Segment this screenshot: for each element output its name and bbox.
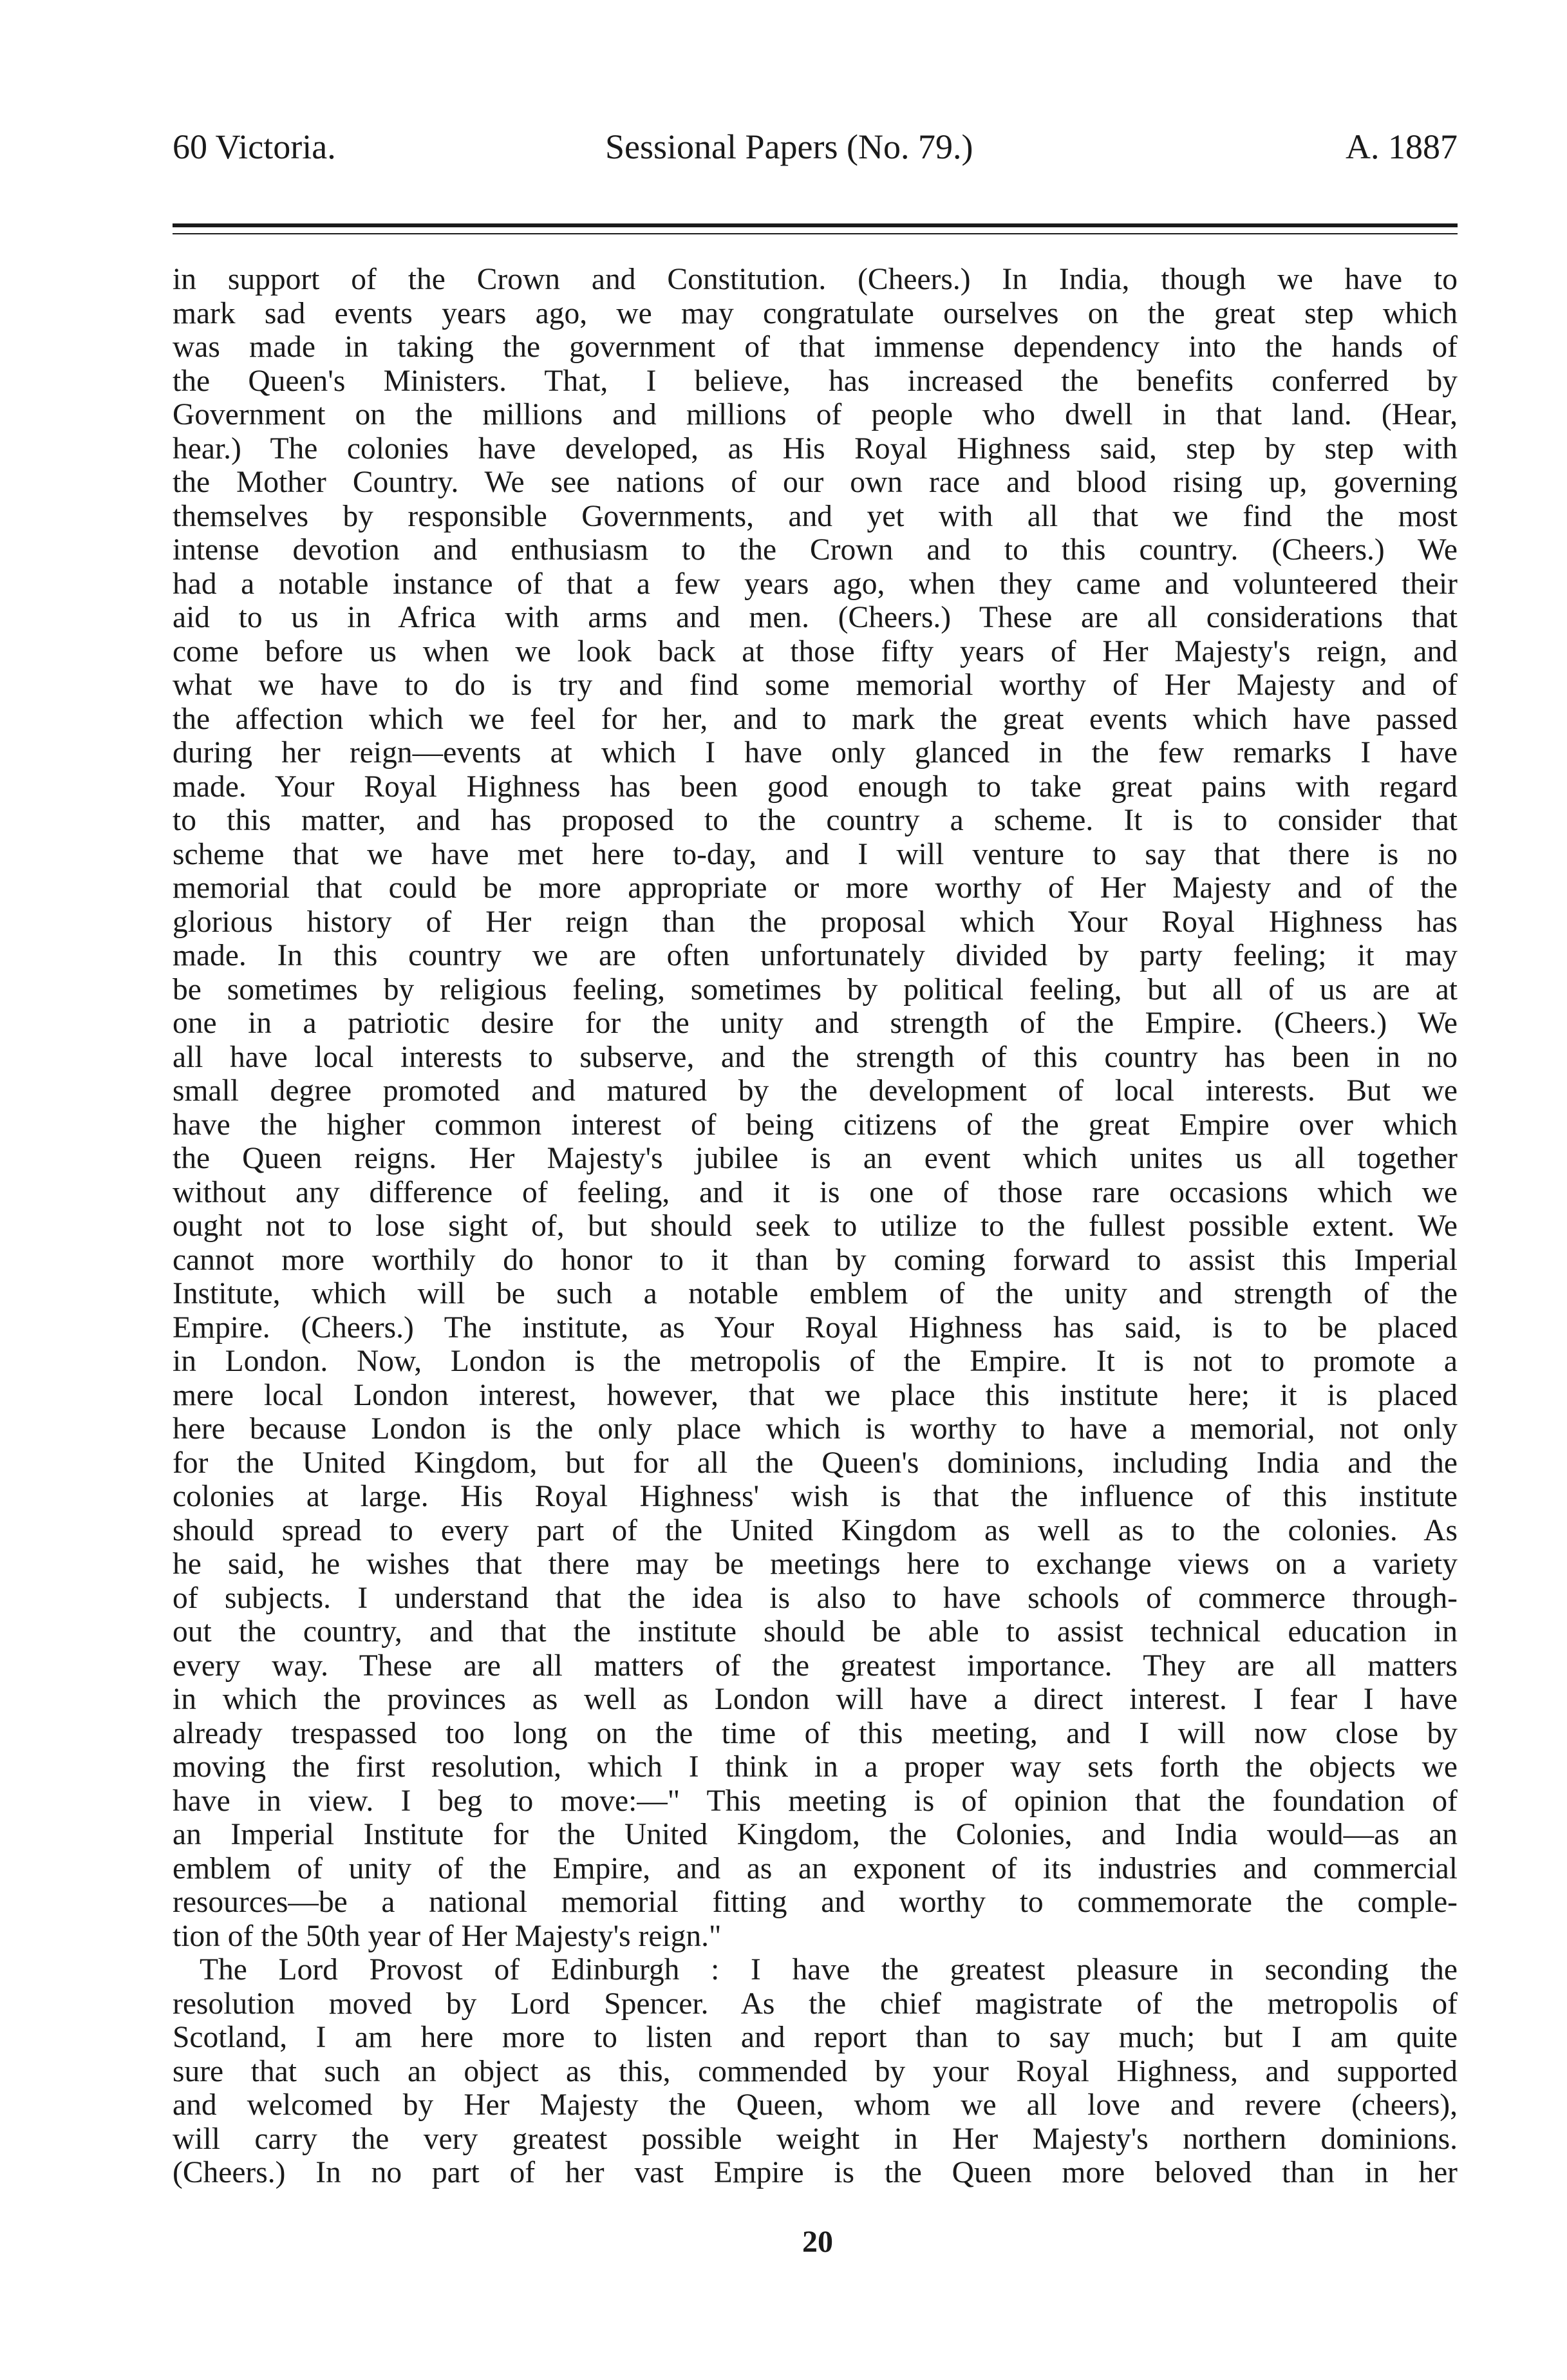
text-line: mere local London interest, however, that we place this institute here; it is placed bbox=[173, 1378, 1458, 1412]
text-line: scheme that we have met here to-day, and I will venture to say that there is no bbox=[173, 837, 1458, 871]
text-line: one in a patriotic desire for the unity and strength of the Empire. (Cheers.) We bbox=[173, 1006, 1458, 1040]
text-line: aid to us in Africa with arms and men. (Cheers.) These are all considerations that bbox=[173, 601, 1458, 634]
text-line: made. In this country we are often unfortunately divided by party feeling; it may bbox=[173, 939, 1458, 972]
text-line: The Lord Provost of Edinburgh : I have the greatest pleasure in seconding the bbox=[200, 1953, 1458, 1987]
text-line: memorial that could be more appropriate or more worthy of Her Majesty and of the bbox=[173, 871, 1458, 905]
text-line: will carry the very greatest possible weight in Her Majesty's northern dominions. bbox=[173, 2122, 1458, 2156]
text-line: themselves by responsible Governments, and yet with all that we find the most bbox=[173, 499, 1458, 533]
text-line: of subjects. I understand that the idea is also to have schools of commerce through- bbox=[173, 1581, 1458, 1615]
text-line: cannot more worthily do honor to it than by coming forward to assist this Imperial bbox=[173, 1243, 1458, 1277]
text-line: resolution moved by Lord Spencer. As the chief magistrate of the metropolis of bbox=[173, 1987, 1458, 2021]
header-regnal-year: 60 Victoria. bbox=[173, 128, 336, 166]
text-line: glorious history of Her reign than the proposal which Your Royal Highness has bbox=[173, 905, 1458, 939]
text-line: intense devotion and enthusiasm to the Crown and to this country. (Cheers.) We bbox=[173, 533, 1458, 567]
text-line: what we have to do is try and find some memorial worthy of Her Majesty and of bbox=[173, 668, 1458, 702]
text-line: have the higher common interest of being citizens of the great Empire over which bbox=[173, 1108, 1458, 1142]
text-line: made. Your Royal Highness has been good enough to take great pains with regard bbox=[173, 770, 1458, 804]
text-line: colonies at large. His Royal Highness' wish is that the influence of this institute bbox=[173, 1480, 1458, 1513]
text-line: the Queen reigns. Her Majesty's jubilee is an event which unites us all together bbox=[173, 1142, 1458, 1175]
text-line: in support of the Crown and Constitution. (Cheers.) In India, though we have to bbox=[173, 263, 1458, 296]
page-number: 20 bbox=[802, 2225, 833, 2259]
text-line: sure that such an object as this, commended by your Royal Highness, and supported bbox=[173, 2054, 1458, 2088]
text-line: the Queen's Ministers. That, I believe, has increased the benefits conferred by bbox=[173, 364, 1458, 398]
header-rule-thick bbox=[173, 223, 1458, 227]
text-line: in which the provinces as well as London will have a direct interest. I fear I have bbox=[173, 1683, 1458, 1716]
text-line: emblem of unity of the Empire, and as an exponent of its industries and commercial bbox=[173, 1851, 1458, 1885]
header-year: A. 1887 bbox=[1346, 128, 1458, 166]
text-line: resources—be a national memorial fitting and worthy to commemorate the comple- bbox=[173, 1885, 1458, 1919]
text-line: tion of the 50th year of Her Majesty's reign." bbox=[173, 1919, 722, 1953]
text-line: out the country, and that the institute should be able to assist technical education in bbox=[173, 1615, 1458, 1648]
text-line: had a notable instance of that a few years ago, when they came and volunteered their bbox=[173, 567, 1458, 601]
header-rule-thin bbox=[173, 233, 1458, 234]
text-line: and welcomed by Her Majesty the Queen, whom we all love and revere (cheers), bbox=[173, 2088, 1458, 2122]
body-text bbox=[173, 263, 1458, 2190]
text-line: be sometimes by religious feeling, sometimes by political feeling, but all of us are at bbox=[173, 972, 1458, 1006]
running-header bbox=[173, 121, 1458, 173]
text-line: was made in taking the government of that immense dependency into the hands of bbox=[173, 330, 1458, 364]
text-line: for the United Kingdom, but for all the Queen's dominions, including India and the bbox=[173, 1446, 1458, 1480]
text-line: already trespassed too long on the time of this meeting, and I will now close by bbox=[173, 1716, 1458, 1750]
text-line: hear.) The colonies have developed, as His Royal Highness said, step by step with bbox=[173, 431, 1458, 466]
text-line: Empire. (Cheers.) The institute, as Your Royal Highness has said, is to be placed bbox=[173, 1310, 1458, 1345]
text-line: an Imperial Institute for the United Kingdom, the Colonies, and India would—as an bbox=[173, 1818, 1458, 1851]
text-line: during her reign—events at which I have only glanced in the few remarks I have bbox=[173, 736, 1458, 770]
text-line: without any difference of feeling, and it is one of those rare occasions which we bbox=[173, 1175, 1458, 1209]
text-line: every way. These are all matters of the greatest importance. They are all matters bbox=[173, 1648, 1458, 1683]
text-line: here because London is the only place which is worthy to have a memorial, not only bbox=[173, 1412, 1458, 1446]
text-line: the Mother Country. We see nations of our own race and blood rising up, governing bbox=[173, 466, 1458, 499]
text-line: (Cheers.) In no part of her vast Empire is the Queen more beloved than in her bbox=[173, 2156, 1458, 2189]
text-line: Scotland, I am here more to listen and report than to say much; but I am quite bbox=[173, 2021, 1458, 2054]
text-line: come before us when we look back at those fifty years of Her Majesty's reign, and bbox=[173, 634, 1458, 668]
text-line: the affection which we feel for her, and to mark the great events which have passed bbox=[173, 702, 1458, 736]
text-line: all have local interests to subserve, and the strength of this country has been in no bbox=[173, 1040, 1458, 1074]
text-line: mark sad events years ago, we may congratulate ourselves on the great step which bbox=[173, 296, 1458, 330]
text-line: have in view. I beg to move:—" This meeting is of opinion that the foundation of bbox=[173, 1784, 1458, 1818]
header-sessional-papers: Sessional Papers (No. 79.) bbox=[605, 128, 973, 166]
text-line: should spread to every part of the United Kingdom as well as to the colonies. As bbox=[173, 1513, 1458, 1547]
text-line: to this matter, and has proposed to the country a scheme. It is to consider that bbox=[173, 804, 1458, 837]
text-line: he said, he wishes that there may be meetings here to exchange views on a variety bbox=[173, 1547, 1458, 1581]
text-line: small degree promoted and matured by the development of local interests. But we bbox=[173, 1074, 1458, 1108]
text-line: moving the first resolution, which I think in a proper way sets forth the objects we bbox=[173, 1750, 1458, 1784]
text-line: Government on the millions and millions of people who dwell in that land. (Hear, bbox=[173, 398, 1458, 431]
text-line: ought not to lose sight of, but should seek to utilize to the fullest possible extent. We bbox=[173, 1209, 1458, 1243]
text-line: in London. Now, London is the metropolis of the Empire. It is not to promote a bbox=[173, 1345, 1458, 1378]
text-line: Institute, which will be such a notable emblem of the unity and strength of the bbox=[173, 1277, 1458, 1310]
